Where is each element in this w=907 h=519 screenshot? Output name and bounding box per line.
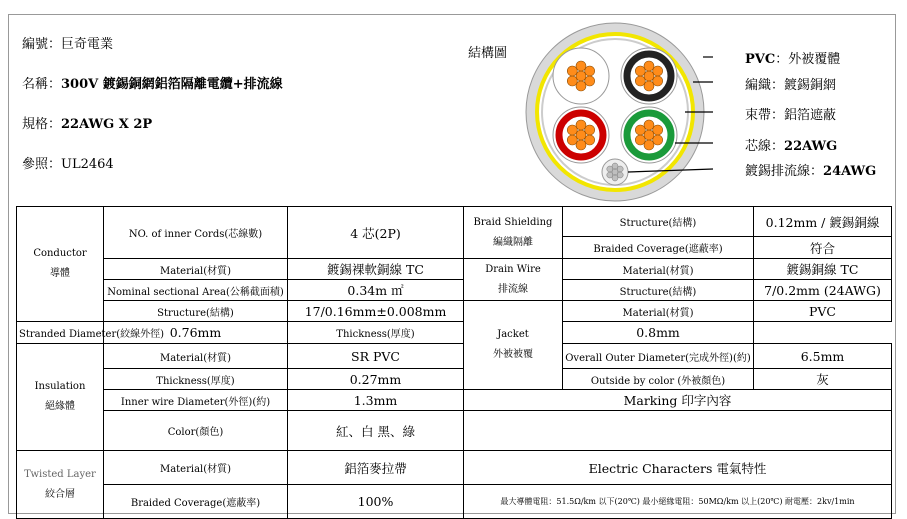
- row-label: Overall Outer Diameter(完成外徑)(約): [563, 344, 754, 369]
- spec-table: [16, 206, 892, 519]
- strand: [644, 71, 654, 81]
- row-value: 紅、白 黑、綠: [288, 411, 464, 451]
- row-value: 0.34m ㎡: [288, 280, 464, 301]
- electric-title: Electric Characters 電氣特性: [464, 451, 892, 485]
- strand: [576, 61, 586, 71]
- row-label: Material(材質): [563, 259, 754, 280]
- ref-field: 參照：UL2464: [22, 157, 114, 172]
- row-label: Material(材質): [104, 344, 288, 369]
- drain-strand: [607, 172, 613, 178]
- row-label: Inner wire Diameter(外徑)(約): [104, 390, 288, 411]
- marking-content: [464, 411, 892, 451]
- callout-jacket: PVC：外被覆體: [745, 52, 841, 67]
- strand: [576, 120, 586, 130]
- row-label: Braided Coverage(遮蔽率): [104, 485, 288, 519]
- callout-braid: 編織：鍍錫銅網: [745, 78, 837, 93]
- row-value: 0.8mm: [563, 322, 754, 344]
- callout-core: 芯線：22AWG: [745, 139, 838, 154]
- row-value: 100%: [288, 485, 464, 519]
- strand: [567, 76, 577, 86]
- name-value: 300V 鍍錫銅網鋁箔隔離電纜+排流線: [61, 77, 283, 92]
- table-row: [17, 390, 892, 411]
- row-value: 0.76mm: [104, 322, 288, 344]
- table-row: [17, 301, 892, 322]
- table-row: [17, 485, 892, 519]
- strand: [585, 76, 595, 86]
- section-insulation: Insulation 絕緣體: [17, 344, 104, 451]
- drain-strand: [617, 166, 623, 172]
- number-field: 編號：巨奇電業: [22, 37, 114, 52]
- strand: [644, 81, 654, 91]
- strand: [635, 125, 645, 135]
- row-label: Color(顏色): [104, 411, 288, 451]
- strand: [644, 120, 654, 130]
- row-label: Material(材質): [104, 259, 288, 280]
- row-value: 0.27mm: [288, 369, 464, 390]
- strand: [585, 66, 595, 76]
- cable-cross-section: [515, 22, 715, 202]
- row-label: Nominal sectional Area(公稱截面積): [104, 280, 288, 301]
- section-braid: Braid Shielding 編織隔離: [464, 207, 563, 259]
- row-label: Stranded Diameter(絞線外徑): [17, 322, 104, 344]
- row-label: Material(材質): [104, 451, 288, 485]
- section-drain: Drain Wire 排流線: [464, 259, 563, 301]
- strand: [635, 66, 645, 76]
- strand: [653, 125, 663, 135]
- row-label: NO. of inner Cords(芯線數): [104, 207, 288, 259]
- strand: [644, 61, 654, 71]
- spec-field: 規格：22AWG X 2P: [22, 117, 153, 132]
- table-row: [17, 344, 892, 369]
- row-value: SR PVC: [288, 344, 464, 369]
- row-label: Thickness(厚度): [104, 369, 288, 390]
- strand: [635, 135, 645, 145]
- table-row: [17, 411, 892, 451]
- row-value: 鍍錫裸軟銅線 TC: [288, 259, 464, 280]
- row-value: 符合: [754, 237, 892, 259]
- row-value: 4 芯(2P): [288, 207, 464, 259]
- row-value: 灰: [754, 369, 892, 390]
- strand: [576, 140, 586, 150]
- strand: [653, 135, 663, 145]
- strand: [576, 81, 586, 91]
- strand: [576, 130, 586, 140]
- strand: [567, 125, 577, 135]
- electric-note: 最大導體電阻：51.5Ω/km 以下(20℃) 最小絕緣電阻：50MΩ/km 以上(20℃) 耐電壓：2kv/1min: [464, 485, 892, 519]
- strand: [653, 66, 663, 76]
- callout-tape: 束帶：鋁箔遮蔽: [745, 108, 837, 123]
- table-row: [17, 207, 892, 237]
- strand: [644, 140, 654, 150]
- row-value: 6.5mm: [754, 344, 892, 369]
- row-label: Braided Coverage(遮蔽率): [563, 237, 754, 259]
- strand: [567, 135, 577, 145]
- row-label: Outside by color (外被顏色): [563, 369, 754, 390]
- row-value: 1.3mm: [288, 390, 464, 411]
- row-label: Structure(結構): [563, 207, 754, 237]
- strand: [585, 135, 595, 145]
- name-field: 名稱：300V 鍍錫銅網鋁箔隔離電纜+排流線: [22, 77, 283, 92]
- section-twisted: Twisted Layer 絞合層: [17, 451, 104, 519]
- drain-strand: [607, 166, 613, 172]
- table-row: [17, 322, 892, 344]
- strand: [653, 76, 663, 86]
- section-jacket: Jacket 外被被覆: [464, 301, 563, 390]
- table-row: [17, 280, 892, 301]
- row-value: 0.12mm / 鍍錫銅線: [754, 207, 892, 237]
- row-value: 鍍錫銅線 TC: [754, 259, 892, 280]
- row-label: Structure(結構): [104, 301, 288, 322]
- table-row: [17, 451, 892, 485]
- diagram-title: 結構圖: [468, 46, 508, 61]
- strand: [585, 125, 595, 135]
- row-value: 7/0.2mm (24AWG): [754, 280, 892, 301]
- row-label: Structure(結構): [563, 280, 754, 301]
- row-label: Thickness(厚度): [288, 322, 464, 344]
- strand: [576, 71, 586, 81]
- strand: [635, 76, 645, 86]
- marking-title: Marking 印字內容: [464, 390, 892, 411]
- table-row: [17, 259, 892, 280]
- callout-drain: 鍍錫排流線：24AWG: [745, 164, 877, 179]
- row-label: Material(材質): [563, 301, 754, 322]
- table-row: [17, 369, 892, 390]
- row-value: 17/0.16mm±0.008mm: [288, 301, 464, 322]
- row-value: 鋁箔麥拉帶: [288, 451, 464, 485]
- section-conductor: Conductor 導體: [17, 207, 104, 322]
- ref-value: UL2464: [61, 157, 114, 172]
- row-value: PVC: [754, 301, 892, 322]
- number-value: 巨奇電業: [61, 37, 114, 52]
- strand: [567, 66, 577, 76]
- spec-value: 22AWG X 2P: [61, 117, 153, 132]
- strand: [644, 130, 654, 140]
